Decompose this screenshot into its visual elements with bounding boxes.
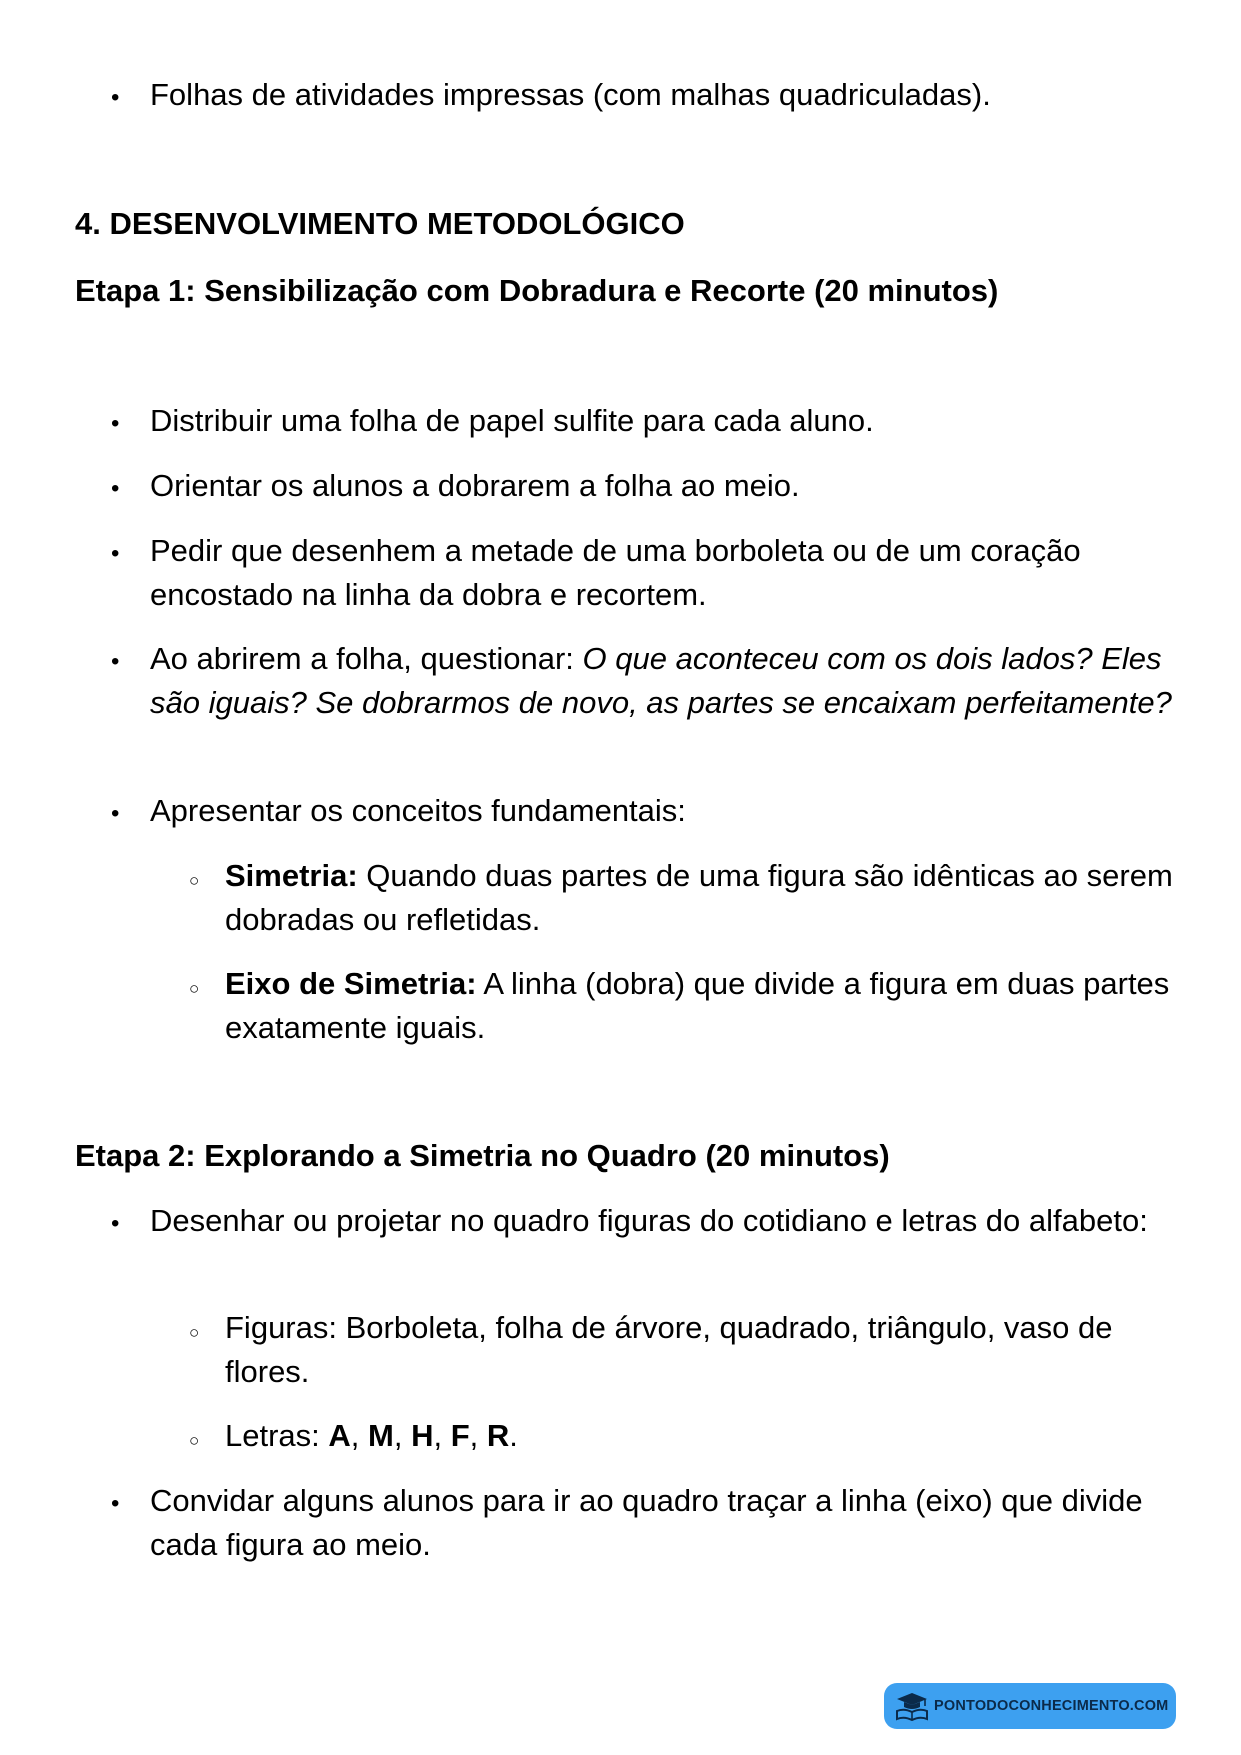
sub-bullet-marker: ○	[189, 1431, 200, 1450]
question-text: O que aconteceu com os dois lados? Eles são iguais? Se dobrarmos de novo, as partes se encaixam perfeitamente?	[150, 641, 1172, 720]
sub-bullet-marker: ○	[189, 1323, 200, 1342]
bullet-marker: •	[111, 1490, 120, 1517]
stage2-title: Etapa 2: Explorando a Simetria no Quadro (20 minutos)	[75, 1138, 890, 1173]
figures-item: Figuras: Borboleta, folha de árvore, quadrado, triângulo, vaso de flores.	[225, 1310, 1113, 1389]
letters-item	[225, 1414, 1185, 1458]
stage1-question	[150, 637, 1190, 725]
letters-end: .	[509, 1418, 518, 1453]
materials-item: Folhas de atividades impressas (com malhas quadriculadas).	[150, 77, 991, 112]
stage1-item: Distribuir uma folha de papel sulfite para cada aluno.	[150, 403, 874, 438]
stage2-item: Desenhar ou projetar no quadro figuras do cotidiano e letras do alfabeto:	[150, 1203, 1148, 1238]
graduation-cap-book-icon	[894, 1691, 930, 1721]
sub-bullet-marker: ○	[189, 979, 200, 998]
bullet-marker: •	[111, 800, 120, 827]
sub-bullet-marker: ○	[189, 871, 200, 890]
bullet-marker: •	[111, 410, 120, 437]
site-logo-badge[interactable]	[884, 1683, 1176, 1729]
concept-definition: Quando duas partes de uma figura são idênticas ao serem dobradas ou refletidas.	[225, 858, 1173, 937]
concept-definition: A linha (dobra) que divide a figura em duas partes exatamente iguais.	[225, 966, 1170, 1045]
letter: R	[486, 1418, 510, 1453]
concept-item	[225, 854, 1185, 942]
letter-separator: ,	[469, 1418, 487, 1453]
bullet-marker: •	[111, 540, 120, 567]
stage1-title: Etapa 1: Sensibilização com Dobradura e Recorte (20 minutos)	[75, 273, 999, 308]
bullet-marker: •	[111, 648, 120, 675]
bullet-marker: •	[111, 1210, 120, 1237]
letter-separator: ,	[433, 1418, 451, 1453]
letter: H	[411, 1418, 434, 1453]
section-title: 4. DESENVOLVIMENTO METODOLÓGICO	[75, 206, 685, 241]
question-prefix: Ao abrirem a folha, questionar:	[150, 641, 583, 676]
concept-item	[225, 962, 1185, 1050]
letter-separator: ,	[350, 1418, 369, 1453]
stage1-item: Orientar os alunos a dobrarem a folha ao meio.	[150, 468, 800, 503]
bullet-marker: •	[111, 475, 120, 502]
letter-separator: ,	[393, 1418, 412, 1453]
letters-prefix: Letras:	[225, 1418, 329, 1453]
stage1-item: Pedir que desenhem a metade de uma borboleta ou de um coração encostado na linha da dobra e recortem.	[150, 533, 1081, 612]
logo-text: PONTODOCONHECIMENTO.COM	[934, 1698, 1169, 1714]
concepts-intro: Apresentar os conceitos fundamentais:	[150, 793, 686, 828]
letter: F	[450, 1418, 470, 1453]
bullet-marker: •	[111, 84, 120, 111]
concept-term: Eixo de Simetria:	[225, 966, 477, 1001]
stage2-item: Convidar alguns alunos para ir ao quadro traçar a linha (eixo) que divide cada figura ao meio.	[150, 1483, 1143, 1562]
letter: A	[328, 1418, 351, 1453]
letter: M	[368, 1418, 394, 1453]
concept-term: Simetria:	[225, 858, 358, 893]
